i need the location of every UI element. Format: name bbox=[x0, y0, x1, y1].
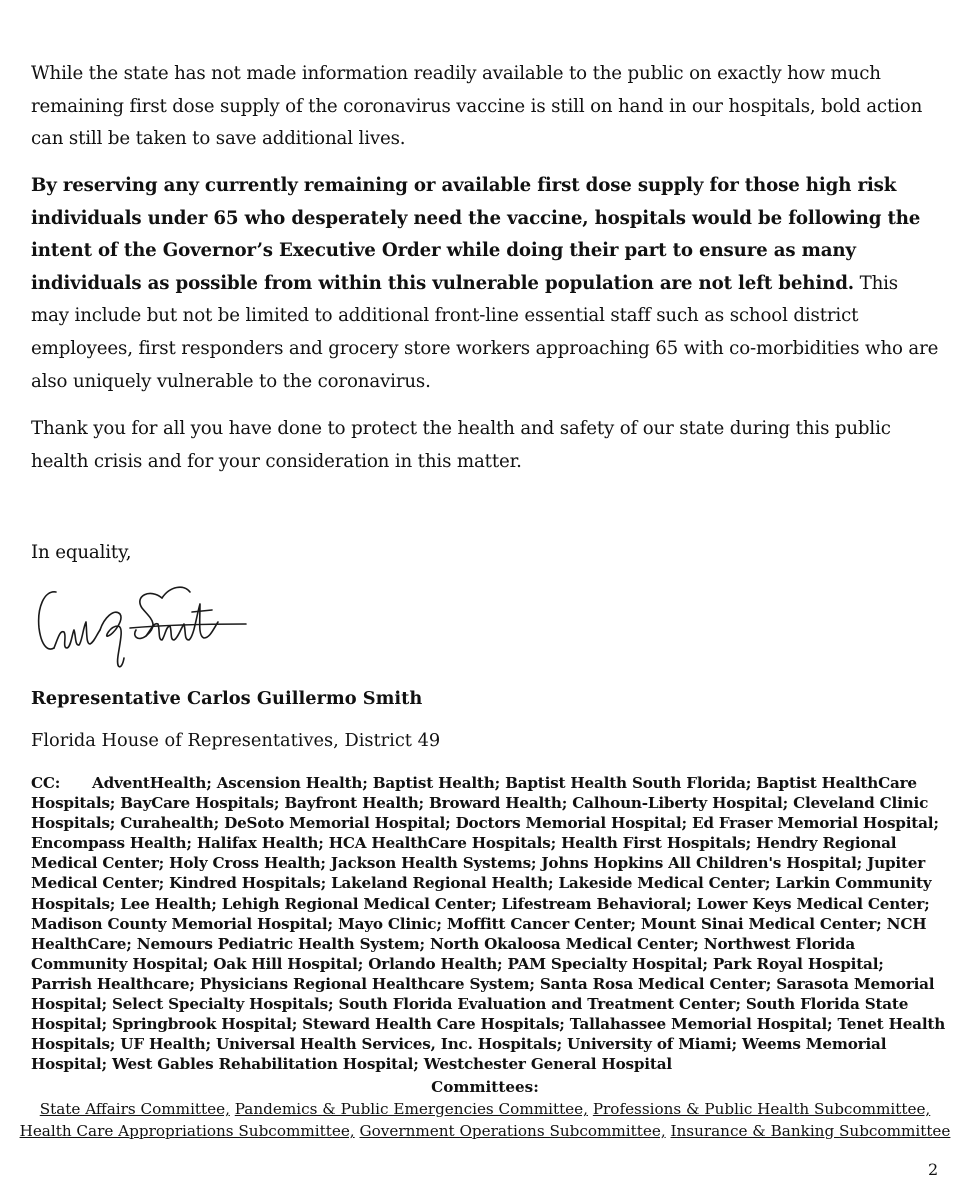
committees-section bbox=[0, 1076, 970, 1142]
committee-link-insurance-banking[interactable]: Insurance & Banking Subcommittee bbox=[670, 1122, 951, 1140]
committee-link-pandemics[interactable]: Pandemics & Public Emergencies Committee, bbox=[234, 1100, 588, 1118]
cc-label: CC: bbox=[31, 774, 61, 792]
cc-list bbox=[31, 773, 946, 1074]
committee-link-professions[interactable]: Professions & Public Health Subcommittee, bbox=[592, 1100, 931, 1118]
page-number: 2 bbox=[928, 1160, 939, 1179]
committee-link-health-care-appropriations[interactable]: Health Care Appropriations Subcommittee, bbox=[19, 1122, 355, 1140]
signatory-name: Representative Carlos Guillermo Smith bbox=[31, 688, 423, 709]
committees-line-2 bbox=[0, 1120, 970, 1142]
committees-heading: Committees: bbox=[431, 1078, 539, 1096]
committee-link-state-affairs[interactable]: State Affairs Committee, bbox=[39, 1100, 230, 1118]
paragraph-vaccine-supply: While the state has not made information readily available to the public on exactly how much remaining first dose supply of the coronavirus vaccine is still on hand in our hospitals, bold action can still be taken to save additional lives. bbox=[31, 63, 923, 150]
committee-link-government-operations[interactable]: Government Operations Subcommittee, bbox=[359, 1122, 666, 1140]
handwritten-signature bbox=[34, 578, 254, 678]
signatory-title: Florida House of Representatives, District 49 bbox=[31, 730, 441, 751]
committees-line-1 bbox=[0, 1098, 970, 1120]
closing-salutation: In equality, bbox=[31, 542, 132, 563]
paragraph-reserve-supply-bold: By reserving any currently remaining or available first dose supply for those high risk individuals under 65 who desperately need the vaccine, hospitals would be following the intent of the Governor’s Executive Order while doing their part to ensure as many individuals as possible from within this vulnerable population are not left behind. bbox=[31, 175, 921, 294]
paragraph-reserve-supply-rest: This may include but not be limited to additional front-line essential staff such as school district employees, first responders and grocery store workers approaching 65 with co-morbidities who are also uniquely vulnerable to the coronavirus. bbox=[31, 272, 939, 392]
paragraph-thank-you: Thank you for all you have done to protect the health and safety of our state during this public health crisis and for your consideration in this matter. bbox=[31, 418, 891, 472]
cc-recipients: AdventHealth; Ascension Health; Baptist Health; Baptist Health South Florida; Baptist HealthCare Hospitals; BayCare Hospitals; Bayfront Health; Broward Health; Calhoun-Liberty Hospital; Cleveland Clinic Hospitals; Curahealth; DeSoto Memorial Hospital; Doctors Memorial Hospital; Ed Fraser Memorial Hospital; Encompass Health; Halifax Health; HCA HealthCare Hospitals; Health First Hospitals; Hendry Regional Medical Center; Holy Cross Health; Jackson Health Systems; Johns Hopkins All Children's Hospital; Jupiter Medical Center; Kindred Hospitals; Lakeland Regional Health; Lakeside Medical Center; Larkin Community Hospitals; Lee Health; Lehigh Regional Medical Center; Lifestream Behavioral; Lower Keys Medical Center; Madison County Memorial Hospital; Mayo Clinic; Moffitt Cancer Center; Mount Sinai Medical Center; NCH HealthCare; Nemours Pediatric Health System; North Okaloosa Medical Center; Northwest Florida Community Hospital; Oak Hill Hospital; Orlando Health; PAM Specialty Hospital; Park Royal Hospital; Parrish Healthcare; Physicians Regional Healthcare System; Santa Rosa Medical Center; Sarasota Memorial Hospital; Select Specialty Hospitals; South Florida Evaluation and Treatment Center; South Florida State Hospital; Springbrook Hospital; Steward Health Care Hospitals; Tallahassee Memorial Hospital; Tenet Health Hospitals; UF Health; Universal Health Services, Inc. Hospitals; University of Miami; Weems Memorial Hospital; West Gables Rehabilitation Hospital; Westchester General Hospital bbox=[31, 774, 946, 1074]
paragraph-reserve-supply bbox=[31, 170, 939, 398]
